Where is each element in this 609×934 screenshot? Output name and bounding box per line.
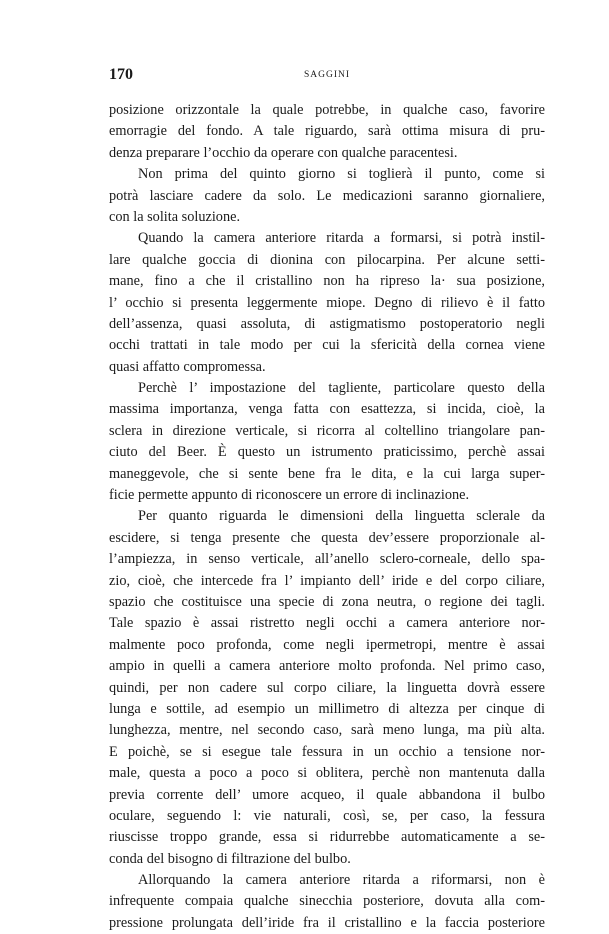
page-header bbox=[109, 66, 545, 86]
text-line: massima importanza, venga fatta con esattezza, si incida, cioè, la bbox=[109, 401, 545, 418]
text-line: lunghezza, mentre, nel secondo caso, sarà meno lunga, ma più alta. bbox=[109, 722, 545, 739]
text-line: riuscisse troppo grande, essa si ridurrebbe automaticamente a se- bbox=[109, 829, 545, 846]
text-line: zio, cioè, che intercede fra l’ impianto dell’ iride e del corpo ciliare, bbox=[109, 572, 545, 589]
text-line: ampio in quelli a camera anteriore molto profonda. Nel primo caso, bbox=[109, 658, 545, 675]
text-line: quindi, per non cadere sul corpo ciliare, la linguetta dovrà essere bbox=[109, 679, 545, 696]
text-line: pressione prolungata dell’iride fra il cristallino e la faccia posteriore bbox=[109, 914, 545, 931]
text-line: Non prima del quinto giorno si toglierà il punto, come si bbox=[138, 166, 545, 183]
text-line: male, questa a poco a poco si oblitera, perchè non mantenuta dalla bbox=[109, 765, 545, 782]
text-line: Perchè l’ impostazione del tagliente, particolare questo della bbox=[138, 380, 545, 397]
text-line: conda del bisogno di filtrazione del bulbo. bbox=[109, 850, 351, 867]
text-line: l’ occhio si presenta leggermente miope. Degno di rilievo è il fatto bbox=[109, 294, 545, 311]
text-line: escidere, si tenga presente che questa dev’essere proporzionale al- bbox=[109, 529, 545, 546]
text-line: spazio che costituisce una specie di zona neutra, o regione dei tagli. bbox=[109, 593, 545, 610]
text-line: oculare, seguendo l: vie naturali, così, se, per caso, la fessura bbox=[109, 807, 545, 824]
page-number: 170 bbox=[109, 66, 133, 83]
text-line: E poichè, se si esegue tale fessura in un occhio a tensione nor- bbox=[109, 743, 545, 760]
text-line: infrequente compaia qualche sinecchia posteriore, dovuta alla com- bbox=[109, 893, 545, 910]
text-line: Quando la camera anteriore ritarda a formarsi, si potrà instil- bbox=[138, 230, 545, 247]
text-line: sclera in direzione verticale, si ricorra al coltellino triangolare pan- bbox=[109, 422, 545, 439]
body-text bbox=[109, 100, 545, 934]
text-line: dell’assenza, quasi assoluta, di astigmatismo postoperatorio negli bbox=[109, 315, 545, 332]
text-line: lunga e sottile, ad esempio un millimetro di altezza per cinque di bbox=[109, 700, 545, 717]
text-line: ciuto del Beer. È questo un istrumento praticissimo, perchè assai bbox=[109, 444, 545, 461]
text-line: quasi affatto compromessa. bbox=[109, 358, 266, 375]
text-line: Allorquando la camera anteriore ritarda a riformarsi, non è bbox=[138, 872, 545, 889]
text-line: ficie permette appunto di riconoscere un errore di inclinazione. bbox=[109, 487, 470, 504]
text-line: occhi trattati in tale modo per cui la sfericità della cornea viene bbox=[109, 337, 545, 354]
text-line: Per quanto riguarda le dimensioni della linguetta sclerale da bbox=[138, 508, 545, 525]
text-line: malmente poco profonda, come negli ipermetropi, mentre è assai bbox=[109, 636, 545, 653]
running-head: SAGGINI bbox=[303, 70, 351, 80]
text-line: posizione orizzontale la quale potrebbe, in qualche caso, favorire bbox=[109, 102, 545, 118]
text-line: emorragie del fondo. A tale riguardo, sarà ottima misura di pru- bbox=[109, 123, 545, 140]
text-line: maneggevole, che si sente bene fra le dita, e la cui larga super- bbox=[109, 465, 545, 482]
text-line: Tale spazio è assai ristretto negli occhi a camera anteriore nor- bbox=[109, 615, 545, 632]
text-line: potrà lasciare cadere da solo. Le medicazioni saranno giornaliere, bbox=[109, 187, 545, 204]
text-line: mane, fino a che il cristallino non ha ripreso la· sua posizione, bbox=[109, 273, 545, 290]
text-line: previa corrente dell’ umore acqueo, il quale abbandona il bulbo bbox=[109, 786, 545, 803]
text-line: l’ampiezza, in senso verticale, all’anello sclero-corneale, dello spa- bbox=[109, 551, 545, 568]
text-line: denza preparare l’occhio da operare con qualche paracentesi. bbox=[109, 144, 458, 161]
text-line: con la solita soluzione. bbox=[109, 208, 241, 225]
text-line: lare qualche goccia di dionina con pilocarpina. Per alcune setti- bbox=[109, 251, 545, 268]
